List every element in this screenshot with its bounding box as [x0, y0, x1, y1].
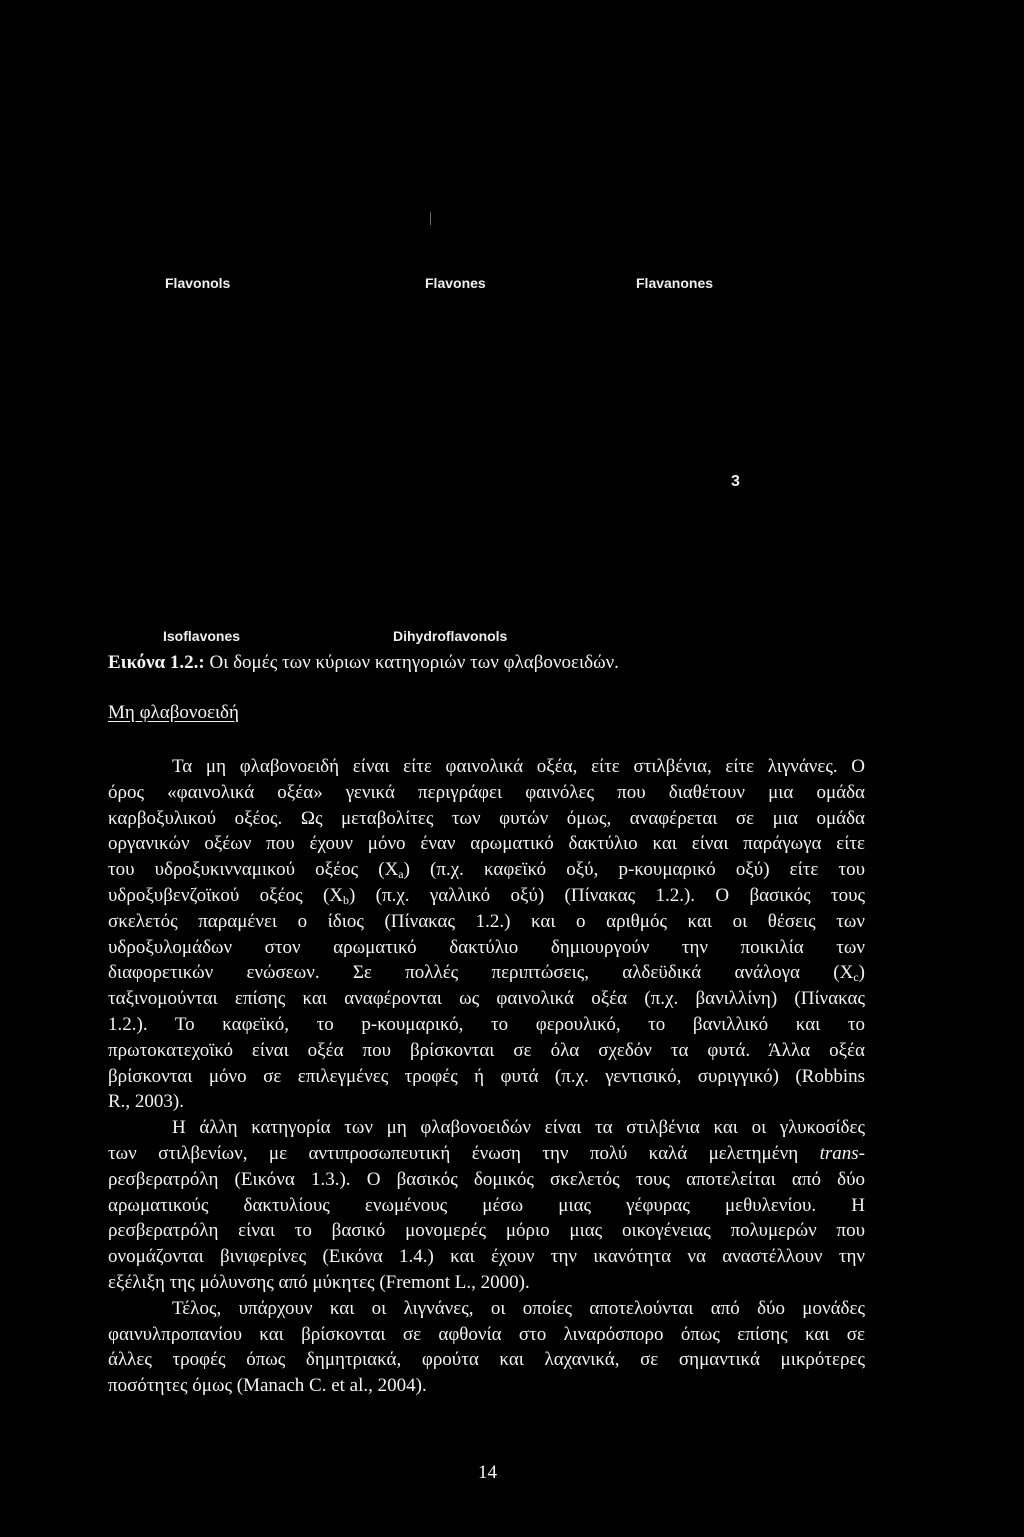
text-run: όρος «φαινολικά οξέα» γενικά περιγράφει φαινόλες που διαθέτουν μια ομάδα — [108, 781, 865, 803]
text-run: πρωτοκατεχοϊκό είναι οξέα που βρίσκονται σε όλα σχεδόν τα φυτά. Άλλα οξέα — [108, 1039, 865, 1061]
text-run: των στιλβενίων, με αντιπροσωπευτική ένωση την πολύ καλά μελετημένη — [108, 1143, 820, 1164]
text-line — [108, 883, 865, 909]
text-line — [108, 1167, 865, 1193]
text-line — [108, 986, 865, 1012]
text-line — [108, 1322, 865, 1348]
text-run: ονομάζονται βινιφερίνες (Εικόνα 1.4.) και έχουν την ικανότητα να αναστέλλουν την — [108, 1246, 865, 1268]
text-line — [108, 806, 865, 832]
text-line — [108, 1141, 865, 1167]
italic-run: trans- — [819, 1143, 865, 1164]
text-line — [108, 831, 865, 857]
text-run: φαινυλπροπανίου και βρίσκονται σε αφθονία στο λιναρόσπορο όπως επίσης και σε — [108, 1323, 865, 1345]
text-line — [108, 1012, 865, 1038]
text-line — [108, 1270, 865, 1296]
text-line — [108, 1193, 865, 1219]
text-line — [108, 780, 865, 806]
label-isoflavones: Isoflavones — [163, 628, 241, 644]
caption-text: Οι δομές των κύριων κατηγοριών των φλαβονοειδών. — [209, 652, 619, 673]
subscript: c — [853, 970, 859, 985]
text-line — [108, 1218, 865, 1244]
text-run: Τέλος, υπάρχουν και οι λιγνάνες, οι οποίες αποτελούνται από δύο μονάδες — [172, 1297, 865, 1319]
text-run: καρβοξυλικού οξέος. Ως μεταβολίτες των φυτών όμως, αναφέρεται σε μια ομάδα — [108, 807, 865, 829]
text-run: διαφορετικών ενώσεων. Σε πολλές περιπτώσεις, αλδεϋδικά ανάλογα (X — [108, 962, 854, 984]
text-line — [108, 909, 865, 935]
text-run: ) — [858, 962, 865, 984]
text-line — [108, 1064, 865, 1090]
text-run: βρίσκονται μόνο σε επιλεγμένες τροφές ή φυτά (π.χ. γεντισικό, συριγγικό) (Robbins — [108, 1065, 865, 1087]
text-run: υδροξυβενζοϊκού οξέος (X — [108, 885, 343, 906]
text-run: εξέλιξη της μόλυνσης από μύκητες (Fremont L., 2000). — [108, 1272, 530, 1293]
text-run: ποσότητες όμως (Manach C. et al., 2004). — [108, 1375, 427, 1397]
label-dihydroflavonols: Dihydroflavonols — [393, 628, 508, 644]
label-flavones: Flavones — [425, 275, 486, 291]
text-run: υδροξυλομάδων στον αρωματικό δακτύλιο δημιουργούν την ποικιλία των — [108, 936, 865, 958]
text-line — [108, 1347, 865, 1373]
text-run: ρεσβερατρόλη (Εικόνα 1.3.). Ο βασικός δομικός σκελετός τους αποτελείται από δύο — [108, 1168, 865, 1190]
text-line — [108, 1244, 865, 1270]
text-line — [108, 1089, 865, 1115]
text-run: άλλες τροφές όπως δημητριακά, φρούτα και λαχανικά, σε σημαντικά μικρότερες — [108, 1349, 865, 1371]
text-run: 1.2.). Το καφεϊκό, το p-κουμαρικό, το φερουλικό, το βανιλλικό και το — [108, 1014, 865, 1035]
text-run: σκελετός παραμένει ο ίδιος (Πίνακας 1.2.) και ο αριθμός και οι θέσεις των — [108, 910, 865, 932]
text-line — [108, 1038, 865, 1064]
subscript: b — [343, 893, 349, 907]
text-run: ταξινομούνται επίσης και αναφέρονται ως φαινολικά οξέα (π.χ. βανιλλίνη) (Πίνακας — [108, 988, 865, 1010]
text-line — [108, 935, 865, 961]
label-flavonols: Flavonols — [165, 275, 231, 291]
label-flavanones: Flavanones — [636, 275, 714, 291]
text-line — [108, 960, 865, 986]
text-line — [108, 857, 865, 883]
text-line — [108, 1373, 865, 1399]
text-run: ) (π.χ. γαλλικό οξύ) (Πίνακας 1.2.). Ο βασικός τους — [349, 885, 865, 906]
subscript: a — [398, 867, 404, 882]
section-heading: Μη φλαβονοειδή — [108, 702, 239, 723]
text-line — [172, 1296, 865, 1322]
page-number: 14 — [478, 1462, 497, 1483]
text-line — [172, 1115, 865, 1141]
text-run: του υδροξυκινναμικού οξέος (X — [108, 859, 399, 881]
scan-artifact-mark — [430, 212, 431, 225]
caption-label: Εικόνα 1.2.: — [108, 652, 205, 673]
text-run: ) (π.χ. καφεϊκό οξύ, p-κουμαρικό οξύ) είτε του — [403, 859, 865, 881]
text-run: Τα μη φλαβονοειδή είναι είτε φαινολικά οξέα, είτε στιλβένια, είτε λιγνάνες. Ο — [172, 756, 865, 777]
text-run: αρωματικούς δακτυλίους ενωμένους μέσω μιας γέφυρας μεθυλενίου. Η — [108, 1194, 865, 1216]
text-run: ρεσβερατρόλη είναι το βασικό μονομερές μόριο μιας οικογένειας πολυμερών που — [108, 1220, 865, 1242]
text-run: R., 2003). — [108, 1091, 184, 1113]
structure-position-number: 3 — [731, 473, 740, 490]
text-line — [172, 754, 865, 780]
figure-caption — [108, 650, 619, 676]
text-run: Η άλλη κατηγορία των μη φλαβονοειδών είναι τα στιλβένια και οι γλυκοσίδες — [172, 1117, 865, 1139]
text-run: οργανικών οξέων που έχουν μόνο έναν αρωματικό δακτύλιο και είναι παράγωγα είτε — [108, 833, 865, 855]
